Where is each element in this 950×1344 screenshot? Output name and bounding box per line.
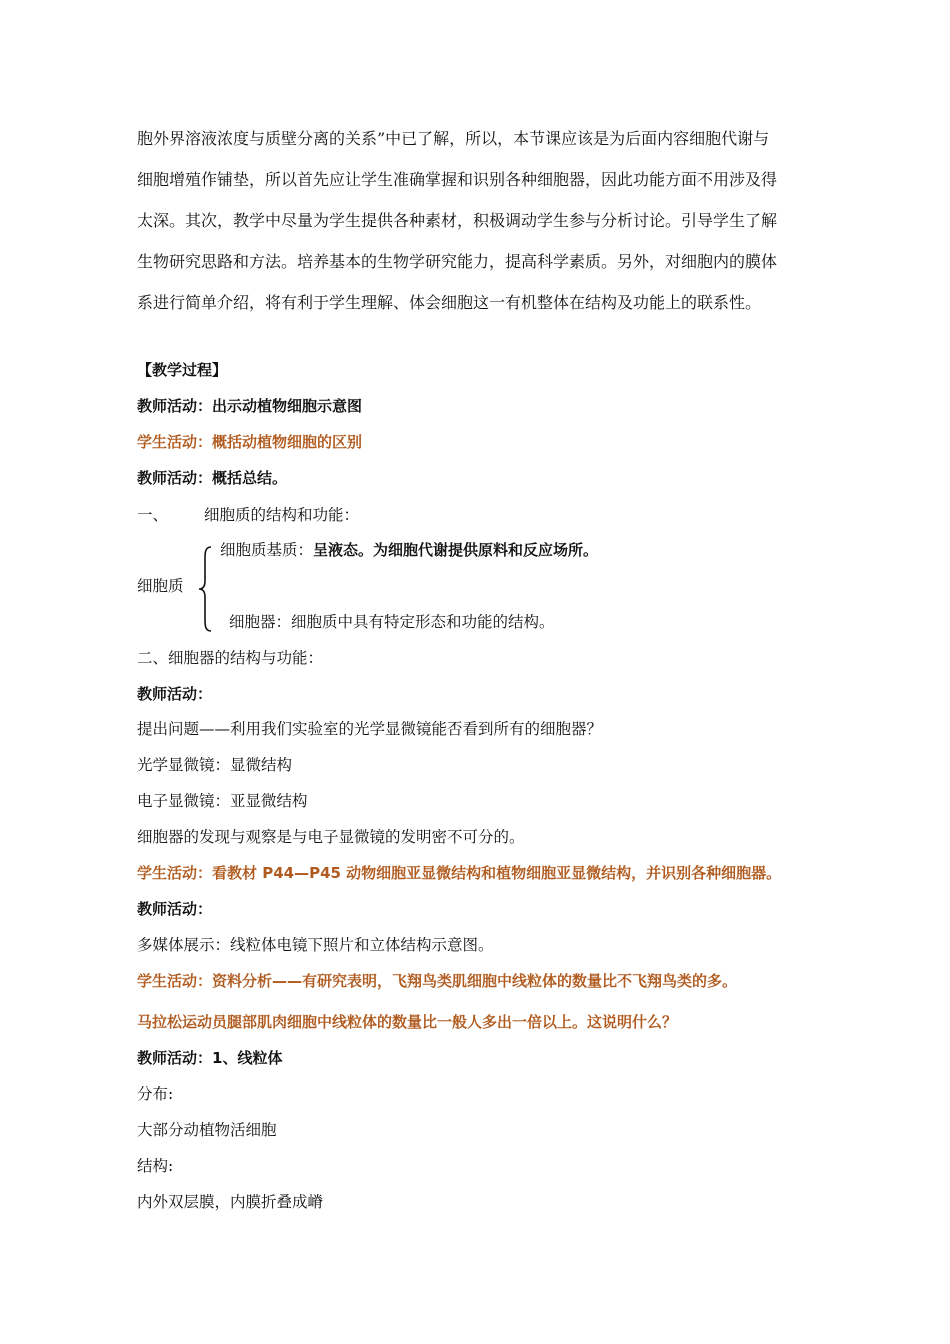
discovery-line: 细胞器的发现与观察是与电子显微镜的发明密不可分的。 (137, 828, 525, 846)
student-activity: 学生活动：概括动植物细胞的区别 (137, 433, 363, 451)
structure-label: 结构: (137, 1157, 174, 1175)
organelle-line: 细胞器：细胞质中具有特定形态和功能的结构。 (229, 613, 555, 631)
matrix-description: 呈液态。为细胞代谢提供原料和反应场所。 (313, 541, 599, 559)
student-activity: 学生活动：资料分析——有研究表明，飞翔鸟类肌细胞中线粒体的数量比不飞翔鸟类的多。 (137, 972, 738, 990)
structure-value: 内外双层膜，内膜折叠成嵴 (137, 1193, 324, 1211)
intro-line: 太深。其次，教学中尽量为学生提供各种素材，积极调动学生参与分析讨论。引导学生了解 (137, 211, 778, 230)
matrix-label: 细胞质基质： (220, 541, 314, 559)
heading-text: 细胞质的结构和功能： (204, 506, 360, 524)
teacher-activity: 教师活动：1、线粒体 (137, 1049, 283, 1067)
question-line: 提出问题——利用我们实验室的光学显微镜能否看到所有的细胞器？ (137, 720, 603, 738)
intro-line: 生物研究思路和方法。培养基本的生物学研究能力，提高科学素质。另外，对细胞内的膜体 (137, 252, 778, 271)
cytoplasm-label: 细胞质 (137, 577, 184, 595)
heading-cytoplasm (137, 508, 359, 524)
teacher-activity: 教师活动：出示动植物细胞示意图 (137, 397, 363, 415)
intro-line: 细胞增殖作铺垫，所以首先应让学生准确掌握和识别各种细胞器，因此功能方面不用涉及得 (137, 170, 778, 189)
optical-microscope-line: 光学显微镜：显微结构 (137, 756, 293, 774)
brace-icon (196, 545, 216, 633)
student-activity: 学生活动：看教材 P44—P45 动物细胞亚显微结构和植物细胞亚显微结构，并识别各种细胞器。 (137, 864, 782, 882)
student-activity-continued: 马拉松运动员腿部肌肉细胞中线粒体的数量比一般人多出一倍以上。这说明什么？ (137, 1013, 678, 1031)
electron-microscope-line: 电子显微镜：亚显微结构 (137, 792, 308, 810)
teacher-activity: 教师活动： (137, 900, 213, 918)
teacher-activity: 教师活动： (137, 685, 213, 703)
intro-paragraph (137, 118, 827, 323)
distribution-value: 大部分动植物活细胞 (137, 1121, 277, 1139)
teacher-activity: 教师活动：概括总结。 (137, 469, 288, 487)
distribution-label: 分布: (137, 1085, 174, 1103)
heading-organelles: 二、细胞器的结构与功能： (137, 649, 324, 667)
intro-line: 胞外界溶液浓度与质壁分离的关系”中已了解，所以，本节课应该是为后面内容细胞代谢与 (137, 129, 770, 148)
section-heading: 【教学过程】 (137, 361, 228, 379)
heading-number: 一、 (137, 506, 169, 524)
intro-line: 系进行简单介绍，将有利于学生理解、体会细胞这一有机整体在结构及功能上的联系性。 (137, 293, 762, 312)
multimedia-line: 多媒体展示：线粒体电镜下照片和立体结构示意图。 (137, 936, 494, 954)
cytoplasm-matrix-line (220, 543, 598, 559)
